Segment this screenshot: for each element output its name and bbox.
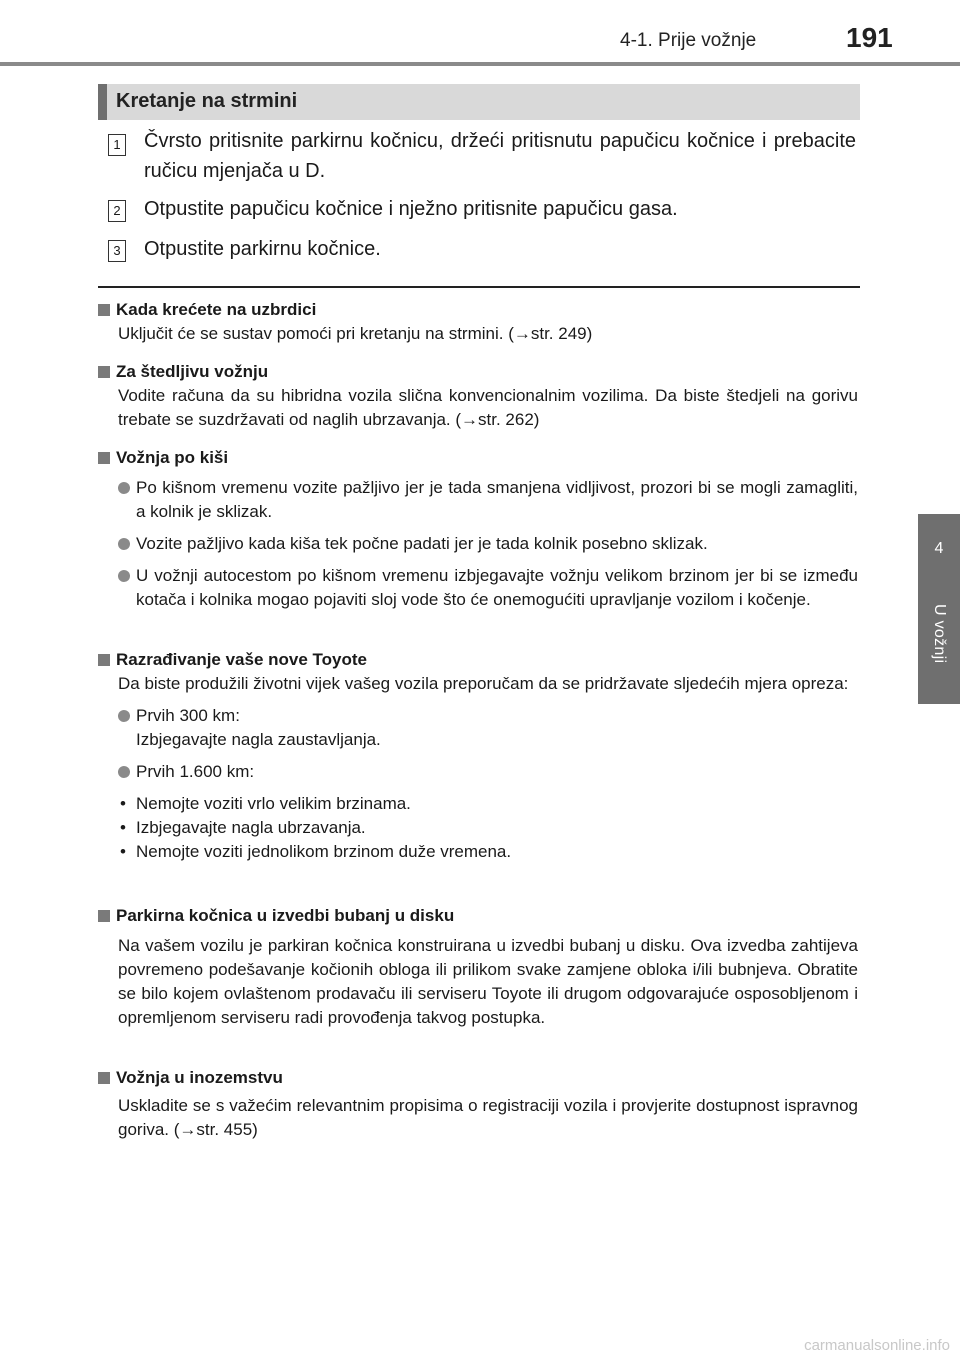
sub-list-item: • Izbjegavajte nagla ubrzavanja. <box>120 818 366 837</box>
circle-bullet-icon <box>118 710 130 722</box>
list-item: Vozite pažljivo kada kiša tek počne padati jer je tada kolnik posebno sklizak. <box>98 532 858 556</box>
header-rule <box>0 62 960 66</box>
sub-list-item: • Nemojte voziti jednolikom brzinom duže vremena. <box>120 842 512 861</box>
note-drum-in-disc <box>98 904 858 1030</box>
note-title: Kada krećete na uzbrdici <box>116 300 317 319</box>
step-number-3: 3 <box>108 240 126 262</box>
note-eco-driving <box>98 360 858 432</box>
list-item: Prvih 300 km: Izbjegavajte nagla zaustavljanja. <box>98 704 858 752</box>
step-text-3: Otpustite parkirnu kočnice. <box>144 238 381 260</box>
circle-bullet-icon <box>118 482 130 494</box>
list-item: Po kišnom vremenu vozite pažljivo jer je tada smanjena vidljivost, prozori bi se mogli zamagliti, a kolnik je sklizak. <box>98 476 858 524</box>
square-bullet-icon <box>98 654 110 666</box>
note-body: Na vašem vozilu je parkiran kočnica konstruirana u izvedbi bubanj u disku. Ova izvedba zahtijeva povremeno podešavanje kočionih obloga ili prilikom svake zamjene obloka i/ili bubnjeva. Obratite se bilo kojem ovlaštenom prodavaču ili serviseru Toyote ili drugom odgovarajuće osposobljenom i opremljenom serviseru radi provođenja takvog postupka. <box>118 936 858 1027</box>
sub-list-item: • Nemojte voziti vrlo velikim brzinama. <box>120 794 411 813</box>
step-number-2: 2 <box>108 200 126 222</box>
note-uphill <box>98 298 858 346</box>
note-rain <box>98 446 858 612</box>
square-bullet-icon <box>98 1072 110 1084</box>
square-bullet-icon <box>98 304 110 316</box>
step-text-2: Otpustite papučicu kočnice i nježno pritisnite papučicu gasa. <box>144 198 678 220</box>
note-abroad <box>98 1066 858 1142</box>
section-divider <box>98 286 860 288</box>
square-bullet-icon <box>98 366 110 378</box>
note-break-in <box>98 648 858 864</box>
list-item: U vožnji autocestom po kišnom vremenu izbjegavajte vožnju velikom brzinom jer bi se između kotača i kolnika mogao pojaviti sloj vode što će onemogućiti upravljanje vozilom i kočenje. <box>98 564 858 612</box>
header-section: 4-1. Prije vožnje <box>620 30 757 51</box>
note-title: Za štedljivu vožnju <box>116 362 269 381</box>
list-item: Prvih 1.600 km: <box>98 760 858 784</box>
note-title: Vožnja u inozemstvu <box>116 1068 283 1087</box>
side-tab-number: 4 <box>934 540 944 557</box>
section-title-accent <box>98 84 107 120</box>
watermark-footer: carmanualsonline.info <box>804 1337 950 1354</box>
note-body: Vodite računa da su hibridna vozila slična konvencionalnim vozilima. Da biste štedjeli na gorivu trebate se suzdržavati od naglih ubrzavanja. (→str. 262) <box>118 386 858 429</box>
note-body: Da biste produžili životni vijek vašeg vozila preporučam da se pridržavate sljedećih mjera opreza: <box>118 674 849 693</box>
section-title: Kretanje na strmini <box>116 90 298 112</box>
circle-bullet-icon <box>118 570 130 582</box>
note-body: Uključit će se sustav pomoći pri kretanju na strmini. (→str. 249) <box>118 324 593 343</box>
note-title: Parkirna kočnica u izvedbi bubanj u disku <box>116 906 455 925</box>
side-tab-label: U vožnji <box>931 604 948 664</box>
circle-bullet-icon <box>118 766 130 778</box>
page-number: 191 <box>846 22 893 53</box>
note-title: Vožnja po kiši <box>116 448 229 467</box>
note-title: Razrađivanje vaše nove Toyote <box>116 650 368 669</box>
square-bullet-icon <box>98 452 110 464</box>
circle-bullet-icon <box>118 538 130 550</box>
step-number-1: 1 <box>108 134 126 156</box>
square-bullet-icon <box>98 910 110 922</box>
note-body: Uskladite se s važećim relevantnim propisima o registraciji vozila i provjerite dostupnost ispravnog goriva. (→str. 455) <box>118 1096 858 1139</box>
step-text-1: Čvrsto pritisnite parkirnu kočnicu, držeći pritisnutu papučicu kočnice i prebacite ručicu mjenjača u D. <box>144 130 856 182</box>
